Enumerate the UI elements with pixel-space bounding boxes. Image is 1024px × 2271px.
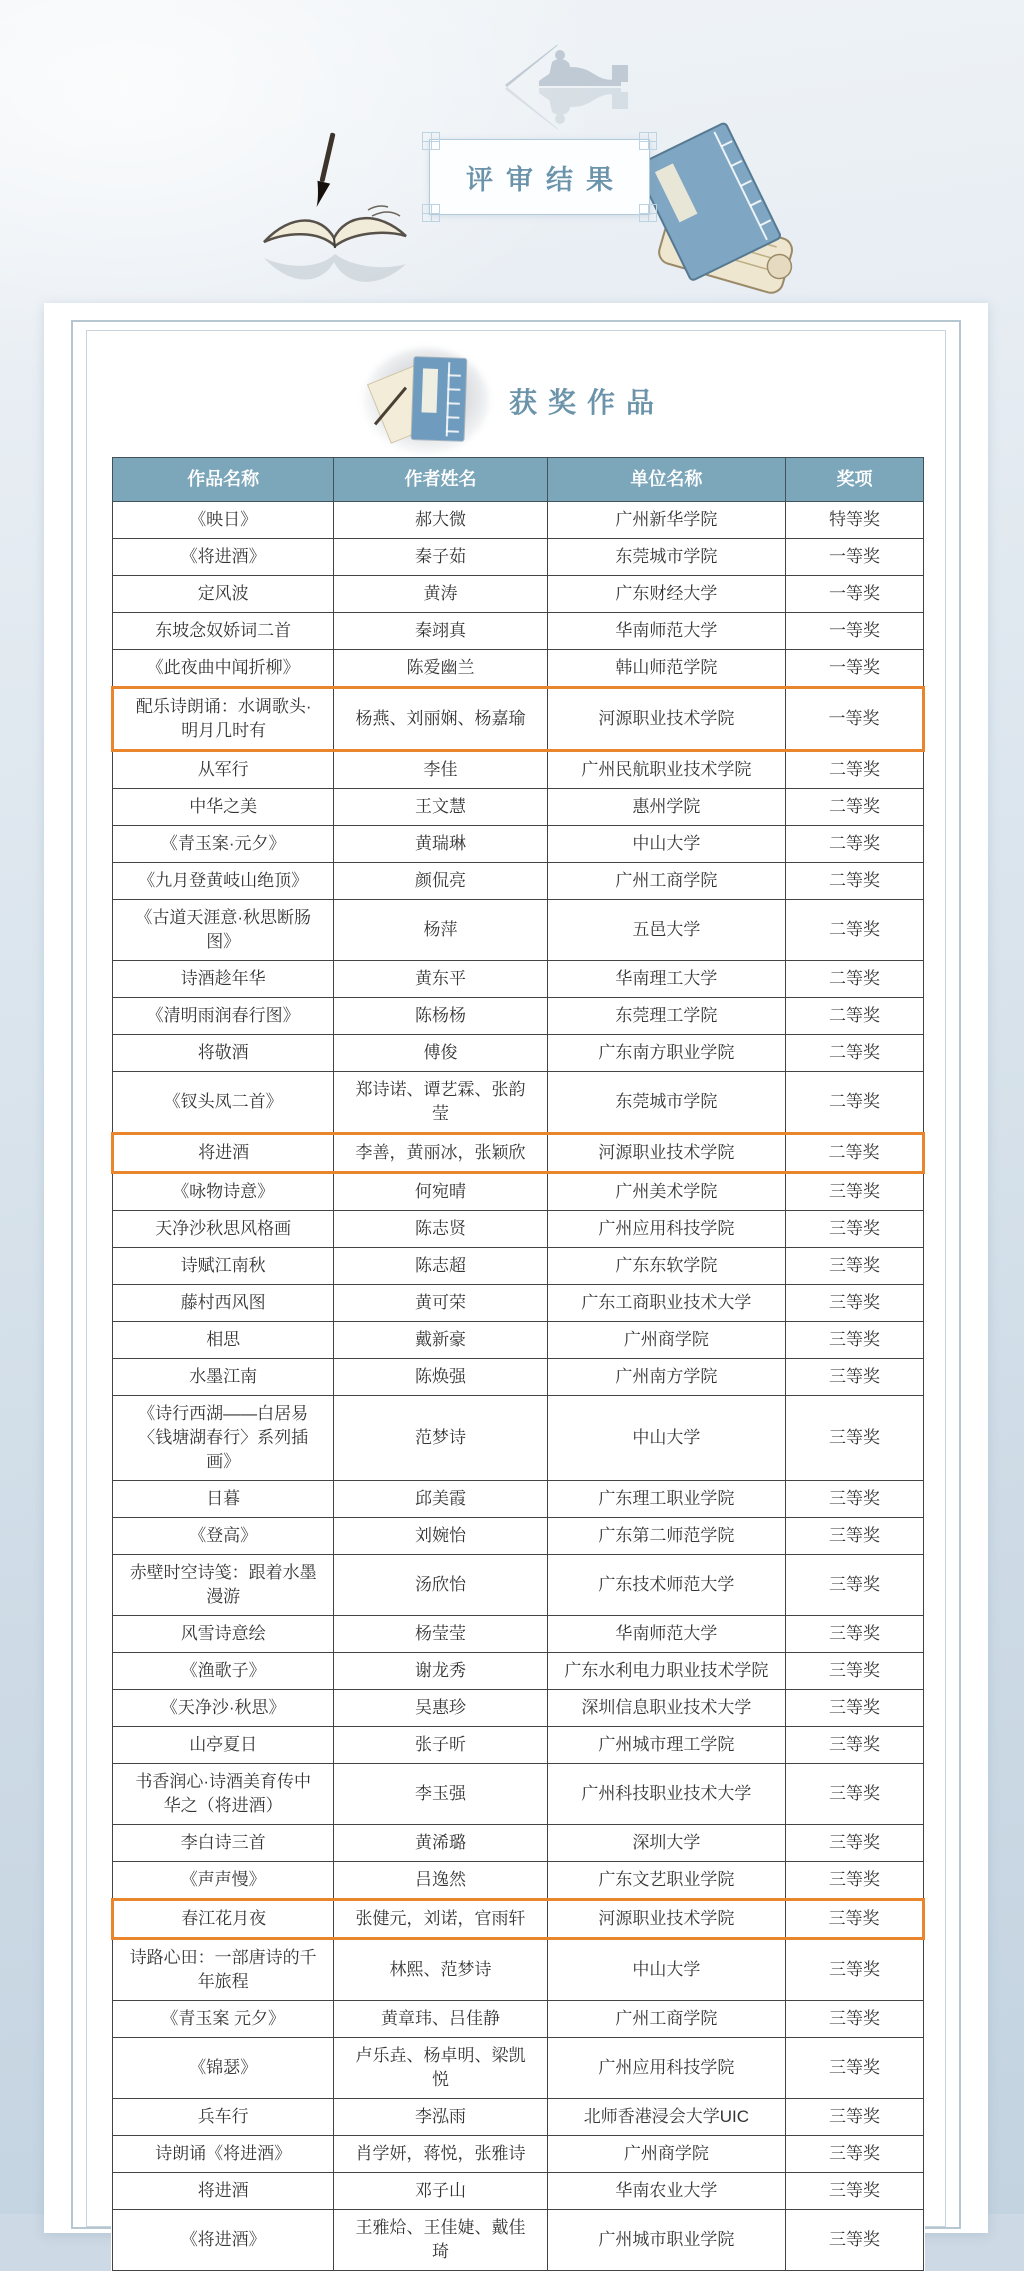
cell-author: 黄浠璐 [334,1825,547,1862]
cell-org: 中山大学 [547,826,785,863]
table-row [113,1248,924,1285]
table-row [113,1939,924,2001]
cell-org: 北师香港浸会大学UIC [547,2099,785,2136]
cell-org: 华南师范大学 [547,613,785,650]
cell-org: 东莞城市学院 [547,539,785,576]
col-header-work: 作品名称 [113,458,334,502]
table-row [113,1862,924,1900]
cell-author: 黄章玮、吕佳静 [334,2001,547,2038]
table-row [113,613,924,650]
table-row [113,2038,924,2099]
cell-author: 陈焕强 [334,1359,547,1396]
cell-author: 吴惠珍 [334,1690,547,1727]
cell-work: 《将进酒》 [113,539,334,576]
cell-work: 《锦瑟》 [113,2038,334,2099]
cell-work: 《钗头凤二首》 [113,1072,334,1134]
cell-award: 二等奖 [786,751,924,789]
cell-work: 风雪诗意绘 [113,1616,334,1653]
table-row [113,539,924,576]
table-row [113,1285,924,1322]
cell-org: 广州科技职业技术大学 [547,1764,785,1825]
cell-award: 三等奖 [786,2038,924,2099]
cell-work: 《声声慢》 [113,1862,334,1900]
section-header [44,351,988,451]
cell-author: 李善，黄丽冰，张颖欣 [334,1134,547,1173]
cell-work: 藤村西风图 [113,1285,334,1322]
cell-work: 《将进酒》 [113,2210,334,2271]
cell-org: 广州南方学院 [547,1359,785,1396]
cell-work: 赤壁时空诗笺：跟着水墨漫游 [113,1555,334,1616]
col-header-award: 奖项 [786,458,924,502]
blue-notebook-icon [367,352,485,450]
table-row [113,576,924,613]
table-row [113,789,924,826]
cell-org: 华南师范大学 [547,1616,785,1653]
cell-work: 《天净沙·秋思》 [113,1690,334,1727]
cell-work: 《诗行西湖——白居易〈钱塘湖春行〉系列插画》 [113,1396,334,1481]
table-row [113,1727,924,1764]
cell-award: 三等奖 [786,1396,924,1481]
cell-author: 汤欣怡 [334,1555,547,1616]
cell-work: 山亭夏日 [113,1727,334,1764]
cell-author: 黄涛 [334,576,547,613]
cell-work: 《青玉案 元夕》 [113,2001,334,2038]
cell-award: 三等奖 [786,1322,924,1359]
cell-org: 华南理工大学 [547,961,785,998]
cell-author: 黄可荣 [334,1285,547,1322]
cell-work: 《古道天涯意·秋思断肠图》 [113,900,334,961]
cell-work: 水墨江南 [113,1359,334,1396]
cell-org: 河源职业技术学院 [547,1900,785,1939]
cell-award: 二等奖 [786,1134,924,1173]
frame-corner-icon [639,204,657,222]
table-row [113,1518,924,1555]
cell-author: 王雅烚、王佳婕、戴佳琦 [334,2210,547,2271]
cell-award: 一等奖 [786,650,924,688]
frame-corner-icon [422,132,440,150]
cell-work: 春江花月夜 [113,1900,334,1939]
banner-title: 评审结果 [466,164,626,195]
cell-award: 三等奖 [786,2210,924,2271]
table-row [113,2136,924,2173]
cell-award: 三等奖 [786,1862,924,1900]
cell-org: 广州城市职业学院 [547,2210,785,2271]
cell-author: 陈志贤 [334,1211,547,1248]
cell-work: 《登高》 [113,1518,334,1555]
awards-table-head [113,458,924,502]
cell-award: 三等奖 [786,1173,924,1211]
table-row [113,1173,924,1211]
cell-org: 深圳信息职业技术大学 [547,1690,785,1727]
table-row [113,1900,924,1939]
table-row [113,1481,924,1518]
cell-work: 东坡念奴娇词二首 [113,613,334,650]
cell-author: 谢龙秀 [334,1653,547,1690]
cell-work: 将敬酒 [113,1035,334,1072]
cell-org: 广州应用科技学院 [547,2038,785,2099]
awards-table-body [113,502,924,2271]
cell-author: 傅俊 [334,1035,547,1072]
cell-author: 黄瑞琳 [334,826,547,863]
cell-org: 广东文艺职业学院 [547,1862,785,1900]
cell-award: 三等奖 [786,1900,924,1939]
table-row [113,900,924,961]
cell-org: 东莞城市学院 [547,1072,785,1134]
table-row [113,863,924,900]
cell-work: 将进酒 [113,2173,334,2210]
fisherman-ink-illustration-icon [495,28,635,128]
cell-author: 杨莹莹 [334,1616,547,1653]
cell-work: 《渔歌子》 [113,1653,334,1690]
review-result-banner [429,139,650,215]
cell-award: 二等奖 [786,789,924,826]
section-title: 获奖作品 [508,387,665,418]
cell-author: 黄东平 [334,961,547,998]
table-row [113,1035,924,1072]
cell-author: 何宛晴 [334,1173,547,1211]
table-row [113,1825,924,1862]
awards-table [111,457,925,2271]
cell-award: 三等奖 [786,2173,924,2210]
cell-work: 《青玉案·元夕》 [113,826,334,863]
cell-award: 三等奖 [786,1653,924,1690]
table-row [113,1322,924,1359]
cell-org: 广州城市理工学院 [547,1727,785,1764]
cell-org: 广东工商职业技术大学 [547,1285,785,1322]
brush-and-open-book-illustration-icon [250,126,420,296]
cell-author: 李佳 [334,751,547,789]
cell-org: 东莞理工学院 [547,998,785,1035]
cell-author: 秦翊真 [334,613,547,650]
cell-work: 从军行 [113,751,334,789]
cell-org: 广东财经大学 [547,576,785,613]
cell-org: 五邑大学 [547,900,785,961]
table-row [113,1211,924,1248]
cell-award: 二等奖 [786,1072,924,1134]
header-row [113,458,924,502]
table-row [113,1072,924,1134]
cell-award: 三等奖 [786,2099,924,2136]
col-header-org: 单位名称 [547,458,785,502]
cell-award: 一等奖 [786,576,924,613]
cell-author: 秦子茹 [334,539,547,576]
cell-org: 广东第二师范学院 [547,1518,785,1555]
cell-org: 广州工商学院 [547,863,785,900]
cell-author: 张健元，刘诺，官雨轩 [334,1900,547,1939]
cell-author: 肖学妍，蒋悦，张雅诗 [334,2136,547,2173]
table-row [113,1764,924,1825]
cell-org: 广州新华学院 [547,502,785,539]
cell-author: 张子昕 [334,1727,547,1764]
cell-award: 三等奖 [786,1825,924,1862]
cell-org: 广东东软学院 [547,1248,785,1285]
cell-award: 三等奖 [786,1616,924,1653]
cell-award: 三等奖 [786,1555,924,1616]
cell-award: 二等奖 [786,900,924,961]
cell-work: 定风波 [113,576,334,613]
table-row [113,998,924,1035]
cell-org: 广州民航职业技术学院 [547,751,785,789]
table-row [113,1653,924,1690]
cell-work: 《映日》 [113,502,334,539]
cell-author: 邱美霞 [334,1481,547,1518]
table-row [113,650,924,688]
table-row [113,1359,924,1396]
cell-work: 诗酒趁年华 [113,961,334,998]
cell-author: 郑诗诺、谭艺霖、张韵莹 [334,1072,547,1134]
cell-org: 广州工商学院 [547,2001,785,2038]
table-row [113,1396,924,1481]
cell-award: 二等奖 [786,826,924,863]
table-row [113,502,924,539]
cell-org: 河源职业技术学院 [547,1134,785,1173]
frame-corner-icon [422,204,440,222]
cell-org: 广州应用科技学院 [547,1211,785,1248]
cell-work: 天净沙秋思风格画 [113,1211,334,1248]
cell-org: 广东水利电力职业技术学院 [547,1653,785,1690]
cell-work: 兵车行 [113,2099,334,2136]
cell-work: 配乐诗朗诵：水调歌头·明月几时有 [113,688,334,751]
cell-work: 中华之美 [113,789,334,826]
notebook-cover-icon [412,357,467,441]
cell-work: 《九月登黄岐山绝顶》 [113,863,334,900]
cell-award: 三等奖 [786,1481,924,1518]
cell-award: 三等奖 [786,1359,924,1396]
cell-author: 李泓雨 [334,2099,547,2136]
cell-work: 诗朗诵《将进酒》 [113,2136,334,2173]
cell-org: 深圳大学 [547,1825,785,1862]
table-row [113,2001,924,2038]
cell-org: 中山大学 [547,1396,785,1481]
cell-work: 诗路心田：一部唐诗的千年旅程 [113,1939,334,2001]
cell-work: 李白诗三首 [113,1825,334,1862]
cell-award: 二等奖 [786,1035,924,1072]
cell-award: 二等奖 [786,863,924,900]
table-row [113,961,924,998]
cell-award: 一等奖 [786,613,924,650]
cell-org: 广州商学院 [547,1322,785,1359]
table-row [113,1690,924,1727]
cell-award: 三等奖 [786,1518,924,1555]
results-card [44,303,988,2261]
col-header-author: 作者姓名 [334,458,547,502]
cell-award: 三等奖 [786,1727,924,1764]
cell-work: 将进酒 [113,1134,334,1173]
cell-author: 杨燕、刘丽娴、杨嘉瑜 [334,688,547,751]
table-row [113,1555,924,1616]
cell-author: 林熙、范梦诗 [334,1939,547,2001]
cell-org: 河源职业技术学院 [547,688,785,751]
cell-author: 吕逸然 [334,1862,547,1900]
cell-award: 三等奖 [786,2136,924,2173]
cell-org: 广州商学院 [547,2136,785,2173]
cell-author: 戴新豪 [334,1322,547,1359]
cell-work: 《此夜曲中闻折柳》 [113,650,334,688]
cell-award: 三等奖 [786,2001,924,2038]
cell-award: 三等奖 [786,1285,924,1322]
cell-work: 相思 [113,1322,334,1359]
cell-author: 杨萍 [334,900,547,961]
cell-org: 广东理工职业学院 [547,1481,785,1518]
cell-work: 诗赋江南秋 [113,1248,334,1285]
table-row [113,826,924,863]
cell-award: 三等奖 [786,1939,924,2001]
table-row [113,2099,924,2136]
cell-author: 邓子山 [334,2173,547,2210]
cell-work: 书香润心·诗酒美育传中华之（将进酒） [113,1764,334,1825]
cell-org: 惠州学院 [547,789,785,826]
cell-award: 一等奖 [786,688,924,751]
cell-org: 广州美术学院 [547,1173,785,1211]
cell-author: 陈杨杨 [334,998,547,1035]
cell-author: 李玉强 [334,1764,547,1825]
cell-author: 陈志超 [334,1248,547,1285]
cell-org: 广东南方职业学院 [547,1035,785,1072]
cell-author: 卢乐垚、杨卓明、梁凯悦 [334,2038,547,2099]
table-row [113,2173,924,2210]
cell-author: 陈爱幽兰 [334,650,547,688]
cell-org: 华南农业大学 [547,2173,785,2210]
table-row [113,1616,924,1653]
table-row [113,1134,924,1173]
cell-award: 特等奖 [786,502,924,539]
table-row [113,751,924,789]
table-row [113,688,924,751]
cell-org: 广东技术师范大学 [547,1555,785,1616]
cell-award: 二等奖 [786,961,924,998]
cell-work: 《咏物诗意》 [113,1173,334,1211]
cell-award: 一等奖 [786,539,924,576]
cell-org: 中山大学 [547,1939,785,2001]
cell-work: 日暮 [113,1481,334,1518]
cell-award: 三等奖 [786,1248,924,1285]
cell-author: 王文慧 [334,789,547,826]
cell-award: 三等奖 [786,1690,924,1727]
cell-author: 颜侃亮 [334,863,547,900]
frame-corner-icon [639,132,657,150]
cell-award: 三等奖 [786,1211,924,1248]
cell-author: 范梦诗 [334,1396,547,1481]
table-row [113,2210,924,2271]
cell-award: 二等奖 [786,998,924,1035]
cell-work: 《清明雨润春行图》 [113,998,334,1035]
cell-author: 刘婉怡 [334,1518,547,1555]
cell-org: 韩山师范学院 [547,650,785,688]
cell-award: 三等奖 [786,1764,924,1825]
cell-author: 郝大微 [334,502,547,539]
